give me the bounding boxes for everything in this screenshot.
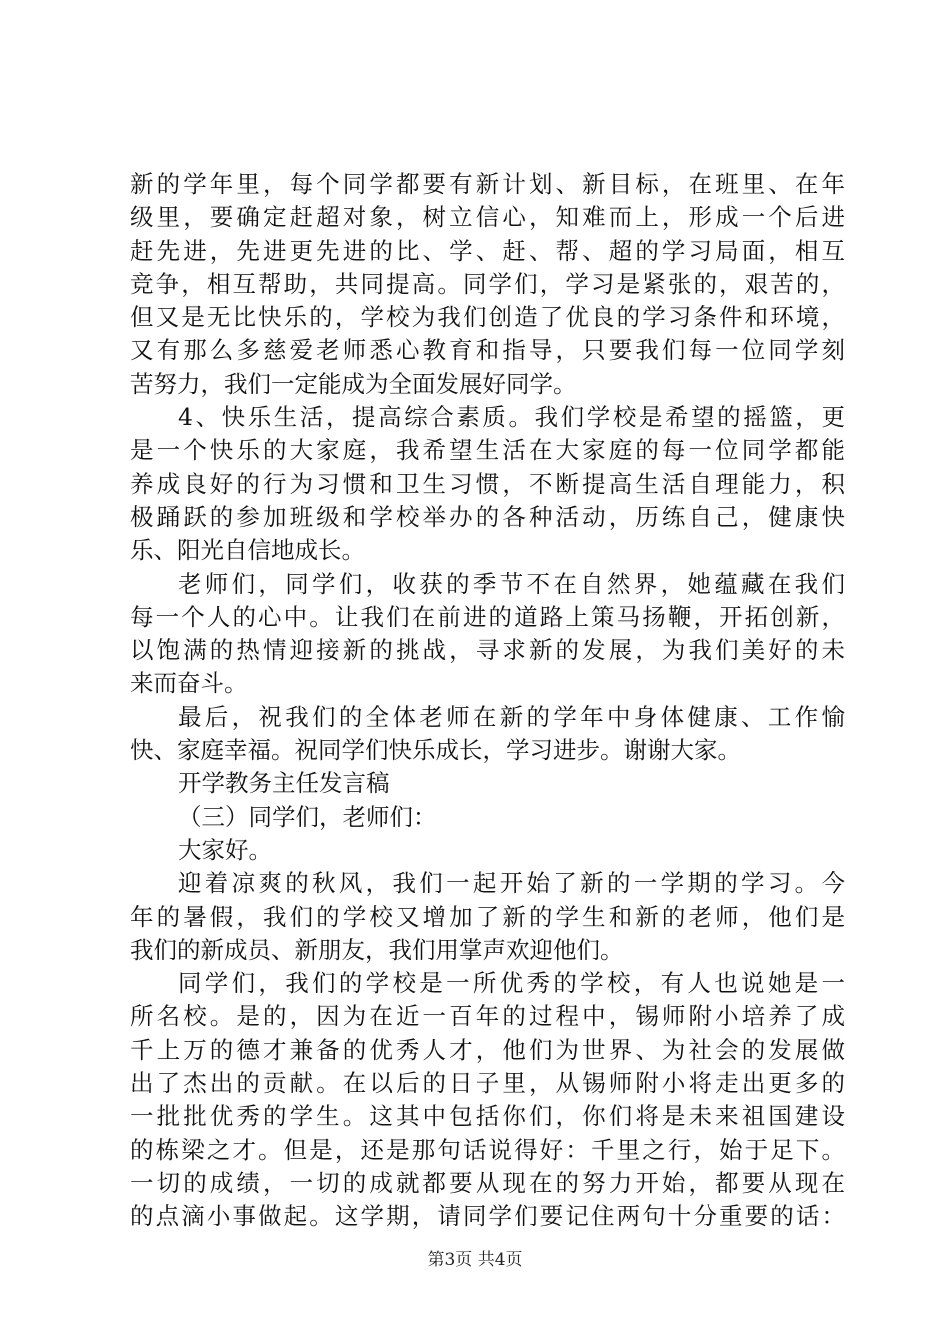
text-line: 最后，祝我们的全体老师在新的学年中身体健康、工作愉 <box>178 702 845 731</box>
text-line: 赶先进，先进更先进的比、学、赶、帮、超的学习局面，相互 <box>130 236 845 265</box>
text-line: 年的暑假，我们的学校又增加了新的学生和新的老师，他们是 <box>130 902 845 931</box>
text-line: 同学们，我们的学校是一所优秀的学校，有人也说她是一 <box>178 969 845 998</box>
text-line: 快、家庭幸福。祝同学们快乐成长，学习进步。谢谢大家。 <box>130 736 741 765</box>
text-line: 的点滴小事做起。这学期，请同学们要记住两句十分重要的话： <box>130 1202 845 1231</box>
text-line: 大家好。 <box>178 835 272 864</box>
text-line: 以饱满的热情迎接新的挑战，寻求新的发展，为我们美好的未 <box>130 636 845 665</box>
text-line: 新的学年里，每个同学都要有新计划、新目标，在班里、在年 <box>130 170 845 198</box>
text-line: 苦努力，我们一定能成为全面发展好同学。 <box>130 369 577 398</box>
text-line: 的栋梁之才。但是，还是那句话说得好：千里之行，始于足下。 <box>130 1135 845 1164</box>
page-footer: 第3页 共4页 <box>427 1250 523 1270</box>
text-line: 养成良好的行为习惯和卫生习惯，不断提高生活自理能力，积 <box>130 469 845 498</box>
text-line: 4、快乐生活，提高综合素质。我们学校是希望的摇篮，更 <box>178 403 845 432</box>
text-line: 每一个人的心中。让我们在前进的道路上策马扬鞭，开拓创新， <box>130 602 845 631</box>
text-line: 迎着凉爽的秋风，我们一起开始了新的一学期的学习。今 <box>178 869 845 898</box>
text-line: 一切的成绩，一切的成就都要从现在的努力开始，都要从现在 <box>130 1168 845 1197</box>
text-line: （三）同学们，老师们： <box>178 802 437 831</box>
text-line: 来而奋斗。 <box>130 669 248 698</box>
text-line: 级里，要确定赶超对象，树立信心，知难而上，形成一个后进 <box>130 203 845 232</box>
text-line: 所名校。是的，因为在近一百年的过程中，锡师附小培养了成 <box>130 1002 845 1031</box>
text-line: 极踊跃的参加班级和学校举办的各种活动，历练自己，健康快 <box>130 502 845 531</box>
text-line: 老师们，同学们，收获的季节不在自然界，她蕴藏在我们 <box>178 569 845 598</box>
text-line: 出了杰出的贡献。在以后的日子里，从锡师附小将走出更多的 <box>130 1069 845 1098</box>
text-line: 千上万的德才兼备的优秀人才，他们为世界、为社会的发展做 <box>130 1035 845 1064</box>
text-line: 一批批优秀的学生。这其中包括你们，你们将是未来祖国建设 <box>130 1102 845 1131</box>
text-line: 竞争，相互帮助，共同提高。同学们，学习是紧张的，艰苦的， <box>130 269 845 298</box>
text-line: 但又是无比快乐的，学校为我们创造了优良的学习条件和环境， <box>130 303 845 332</box>
text-line: 是一个快乐的大家庭，我希望生活在大家庭的每一位同学都能 <box>130 436 845 465</box>
document-body <box>130 168 845 1234</box>
text-line: 又有那么多慈爱老师悉心教育和指导，只要我们每一位同学刻 <box>130 336 845 365</box>
text-line: 开学教务主任发言稿 <box>178 769 390 798</box>
text-line: 我们的新成员、新朋友，我们用掌声欢迎他们。 <box>130 935 624 964</box>
text-line: 乐、阳光自信地成长。 <box>130 536 365 565</box>
